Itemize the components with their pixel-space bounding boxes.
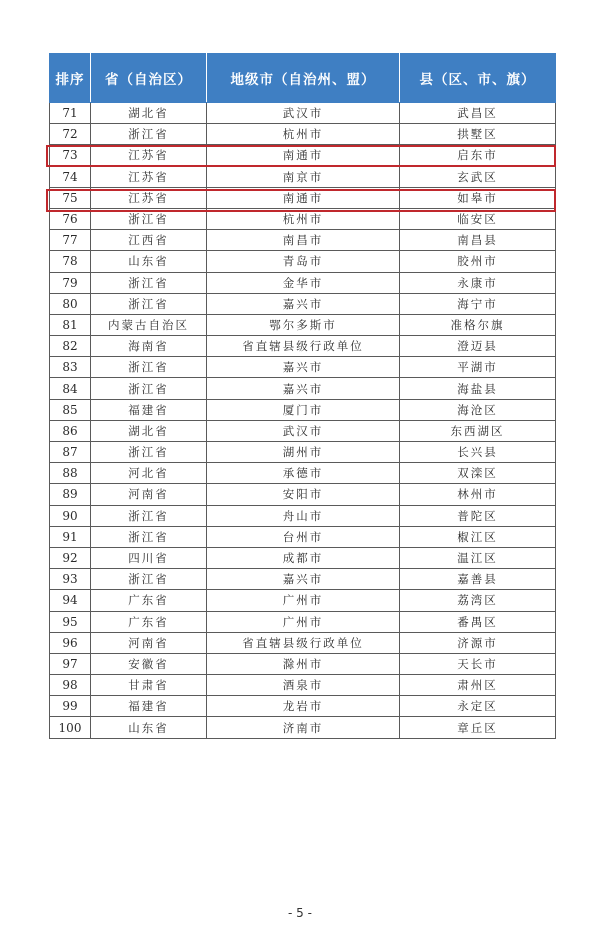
header-county: 县（区、市、旗） [400, 54, 556, 103]
city-cell: 广州市 [207, 590, 400, 611]
rank-cell: 100 [50, 717, 91, 738]
city-cell: 龙岩市 [207, 696, 400, 717]
rank-cell: 97 [50, 653, 91, 674]
city-cell: 杭州市 [207, 208, 400, 229]
rank-cell: 74 [50, 166, 91, 187]
city-cell: 嘉兴市 [207, 357, 400, 378]
rank-cell: 85 [50, 399, 91, 420]
rank-cell: 73 [50, 145, 91, 166]
rank-cell: 89 [50, 484, 91, 505]
city-cell: 嘉兴市 [207, 378, 400, 399]
table-row [50, 717, 556, 738]
province-cell: 江苏省 [91, 187, 207, 208]
rank-cell: 81 [50, 314, 91, 335]
rank-cell: 82 [50, 336, 91, 357]
table-row [50, 124, 556, 145]
county-cell: 南昌县 [400, 230, 556, 251]
rank-cell: 75 [50, 187, 91, 208]
city-cell: 鄂尔多斯市 [207, 314, 400, 335]
ranking-table [49, 53, 556, 739]
county-cell: 双滦区 [400, 463, 556, 484]
table-row [50, 336, 556, 357]
table-row [50, 632, 556, 653]
city-cell: 酒泉市 [207, 675, 400, 696]
rank-cell: 92 [50, 547, 91, 568]
table-row [50, 505, 556, 526]
city-cell: 安阳市 [207, 484, 400, 505]
province-cell: 浙江省 [91, 208, 207, 229]
table-row [50, 442, 556, 463]
province-cell: 浙江省 [91, 526, 207, 547]
table-row [50, 399, 556, 420]
county-cell: 海宁市 [400, 293, 556, 314]
table-row [50, 378, 556, 399]
county-cell: 东西湖区 [400, 420, 556, 441]
city-cell: 省直辖县级行政单位 [207, 632, 400, 653]
city-cell: 南昌市 [207, 230, 400, 251]
table-row [50, 230, 556, 251]
table-row [50, 696, 556, 717]
province-cell: 江西省 [91, 230, 207, 251]
province-cell: 河南省 [91, 632, 207, 653]
rank-cell: 83 [50, 357, 91, 378]
county-cell: 临安区 [400, 208, 556, 229]
ranking-table-container [49, 53, 555, 739]
table-row [50, 357, 556, 378]
city-cell: 省直辖县级行政单位 [207, 336, 400, 357]
province-cell: 安徽省 [91, 653, 207, 674]
city-cell: 成都市 [207, 547, 400, 568]
table-row [50, 103, 556, 124]
rank-cell: 72 [50, 124, 91, 145]
city-cell: 南通市 [207, 145, 400, 166]
province-cell: 海南省 [91, 336, 207, 357]
rank-cell: 77 [50, 230, 91, 251]
table-row [50, 611, 556, 632]
county-cell: 天长市 [400, 653, 556, 674]
province-cell: 浙江省 [91, 378, 207, 399]
table-row [50, 187, 556, 208]
table-row [50, 590, 556, 611]
province-cell: 广东省 [91, 590, 207, 611]
county-cell: 番禺区 [400, 611, 556, 632]
county-cell: 拱墅区 [400, 124, 556, 145]
city-cell: 厦门市 [207, 399, 400, 420]
city-cell: 南通市 [207, 187, 400, 208]
table-row [50, 420, 556, 441]
county-cell: 胶州市 [400, 251, 556, 272]
rank-cell: 80 [50, 293, 91, 314]
table-row [50, 569, 556, 590]
province-cell: 浙江省 [91, 357, 207, 378]
county-cell: 荔湾区 [400, 590, 556, 611]
rank-cell: 98 [50, 675, 91, 696]
rank-cell: 90 [50, 505, 91, 526]
table-row [50, 314, 556, 335]
rank-cell: 71 [50, 103, 91, 124]
rank-cell: 78 [50, 251, 91, 272]
province-cell: 内蒙古自治区 [91, 314, 207, 335]
province-cell: 江苏省 [91, 145, 207, 166]
county-cell: 澄迈县 [400, 336, 556, 357]
city-cell: 嘉兴市 [207, 569, 400, 590]
province-cell: 浙江省 [91, 293, 207, 314]
county-cell: 章丘区 [400, 717, 556, 738]
page-number: - 5 - [288, 906, 312, 920]
province-cell: 福建省 [91, 399, 207, 420]
rank-cell: 91 [50, 526, 91, 547]
province-cell: 浙江省 [91, 505, 207, 526]
city-cell: 台州市 [207, 526, 400, 547]
rank-cell: 84 [50, 378, 91, 399]
province-cell: 湖北省 [91, 420, 207, 441]
rank-cell: 79 [50, 272, 91, 293]
table-row [50, 675, 556, 696]
rank-cell: 99 [50, 696, 91, 717]
county-cell: 海沧区 [400, 399, 556, 420]
rank-cell: 88 [50, 463, 91, 484]
rank-cell: 86 [50, 420, 91, 441]
city-cell: 承德市 [207, 463, 400, 484]
city-cell: 青岛市 [207, 251, 400, 272]
province-cell: 湖北省 [91, 103, 207, 124]
table-row [50, 463, 556, 484]
county-cell: 嘉善县 [400, 569, 556, 590]
province-cell: 山东省 [91, 251, 207, 272]
province-cell: 浙江省 [91, 569, 207, 590]
county-cell: 济源市 [400, 632, 556, 653]
rank-cell: 76 [50, 208, 91, 229]
table-row [50, 251, 556, 272]
table-row [50, 166, 556, 187]
county-cell: 武昌区 [400, 103, 556, 124]
city-cell: 济南市 [207, 717, 400, 738]
county-cell: 准格尔旗 [400, 314, 556, 335]
header-province: 省（自治区） [91, 54, 207, 103]
table-row [50, 293, 556, 314]
province-cell: 广东省 [91, 611, 207, 632]
city-cell: 广州市 [207, 611, 400, 632]
province-cell: 四川省 [91, 547, 207, 568]
city-cell: 湖州市 [207, 442, 400, 463]
rank-cell: 96 [50, 632, 91, 653]
table-row [50, 547, 556, 568]
province-cell: 浙江省 [91, 272, 207, 293]
rank-cell: 94 [50, 590, 91, 611]
county-cell: 平湖市 [400, 357, 556, 378]
county-cell: 林州市 [400, 484, 556, 505]
county-cell: 永康市 [400, 272, 556, 293]
city-cell: 武汉市 [207, 420, 400, 441]
county-cell: 如皋市 [400, 187, 556, 208]
county-cell: 海盐县 [400, 378, 556, 399]
county-cell: 普陀区 [400, 505, 556, 526]
county-cell: 玄武区 [400, 166, 556, 187]
province-cell: 浙江省 [91, 442, 207, 463]
city-cell: 杭州市 [207, 124, 400, 145]
city-cell: 嘉兴市 [207, 293, 400, 314]
province-cell: 河北省 [91, 463, 207, 484]
province-cell: 江苏省 [91, 166, 207, 187]
table-row [50, 484, 556, 505]
county-cell: 肃州区 [400, 675, 556, 696]
table-body [50, 103, 556, 739]
province-cell: 山东省 [91, 717, 207, 738]
rank-cell: 95 [50, 611, 91, 632]
rank-cell: 93 [50, 569, 91, 590]
province-cell: 福建省 [91, 696, 207, 717]
table-row [50, 272, 556, 293]
city-cell: 滁州市 [207, 653, 400, 674]
table-row [50, 653, 556, 674]
table-row [50, 208, 556, 229]
table-header-row [50, 54, 556, 103]
header-city: 地级市（自治州、盟） [207, 54, 400, 103]
county-cell: 永定区 [400, 696, 556, 717]
county-cell: 椒江区 [400, 526, 556, 547]
table-row [50, 526, 556, 547]
county-cell: 长兴县 [400, 442, 556, 463]
county-cell: 温江区 [400, 547, 556, 568]
county-cell: 启东市 [400, 145, 556, 166]
city-cell: 金华市 [207, 272, 400, 293]
province-cell: 甘肃省 [91, 675, 207, 696]
table-row [50, 145, 556, 166]
city-cell: 南京市 [207, 166, 400, 187]
header-rank: 排序 [50, 54, 91, 103]
city-cell: 武汉市 [207, 103, 400, 124]
rank-cell: 87 [50, 442, 91, 463]
province-cell: 河南省 [91, 484, 207, 505]
province-cell: 浙江省 [91, 124, 207, 145]
city-cell: 舟山市 [207, 505, 400, 526]
